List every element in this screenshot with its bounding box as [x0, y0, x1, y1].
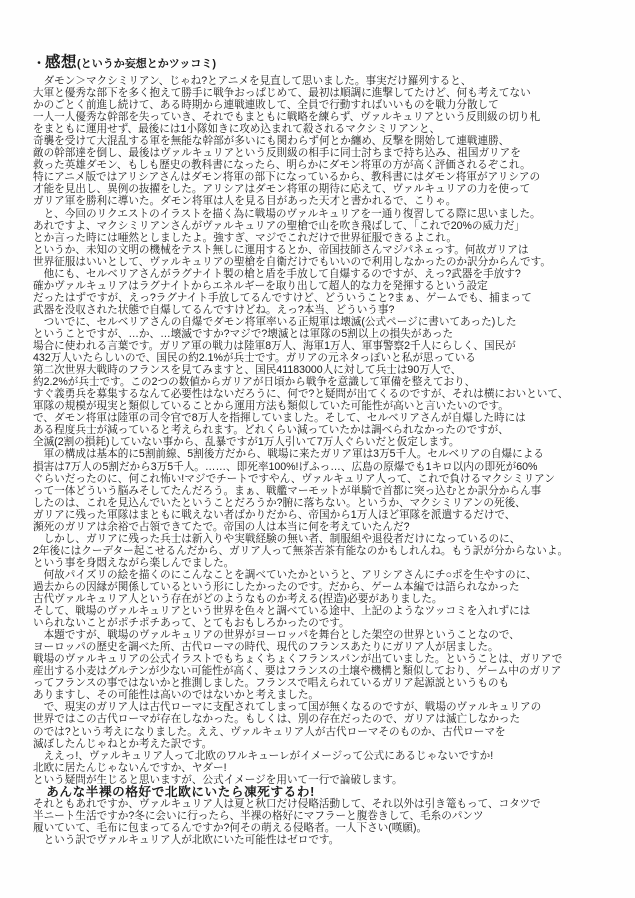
text-line: 軍の構成は基本的に5割前線、5割後方だから、戦場に来たガリア軍は3万5千人。セルベリアの自爆による [33, 448, 544, 461]
text-line: 確かヴァルキュリアはラグナイトからエネルギーを取り出して超人的な力を発揮するという設定 [33, 279, 488, 292]
text-line: ガリアに残った軍隊はまともに戦えない者ばかりだから、帝国から1万人ほど軍隊を派遣するだけで、 [33, 508, 516, 521]
text-line: という事を身悶えながら楽しんでました。 [33, 556, 235, 569]
text-line: 他にも、セルベリアさんがラグナイト製の槍と盾を手放して自爆するのですが、えっ?武器を手放す? [33, 267, 521, 280]
text-line: 古代ヴァルキュリア人という存在がどのようなものか考える(捏造)必要がありました。 [33, 593, 443, 606]
text-line: あれですよ、マクシミリアンさんがヴァルキュリアの聖槍で山を吹き飛ばして、「これで20%の威力だ」 [33, 219, 525, 232]
text-line: したのは、これを見込んでいたということだろうか?腑に落ちない。というか、マクシミリアンの死後、 [33, 496, 526, 509]
text-line: 世界ではこの古代ローマが存在しなかった。もしくは、別の存在だったので、ガリアは滅亡しなかった [33, 713, 521, 726]
text-line: ええっ!、ヴァルキュリア人って北欧のワルキューレがイメージって公式にあるじゃないですか! [33, 749, 494, 762]
text-line: 場合に使われる言葉です。ガリア軍の戦力は陸軍8万人、海軍1万人、軍事警察2千人にらしく、国民が [33, 340, 516, 353]
text-line: とか言った時には唖然としましたよ。強すぎ、マジでこれだけで世界征服できるよこれ。 [33, 231, 457, 244]
text-line: 軍隊の規模が現実と類似していることから運用方法も類似していた可能性が高いと言いたいのです。 [33, 400, 509, 413]
text-line: いられないことがポチポチあって、とてもおもしろかったのです。 [33, 617, 350, 630]
text-line: しかし、ガリアに残った兵士は新入りや実戦経験の無い者、制服組や退役者だけになっているのに、 [33, 532, 521, 545]
text-line: 半ニート生活ですか?冬に会いに行ったら、半裸の格好にマフラーと腹巻きして、毛糸のパンツ [33, 809, 484, 822]
text-line: 損害は7万人の5割だから3万5千人。……、即死率100%!げふっ…、広島の原爆でも1キロ以内の即死が60% [33, 460, 538, 473]
text-line: 特にアニメ版ではアリシアさんはダモン将軍の部下になっているから、教科書にはダモン将軍がアリシアの [33, 171, 541, 184]
text-line: ぐらいだったのに、何これ怖い!マジでチートですやん、ヴァルキュリア人って、これで負けるマクシミリアン [33, 472, 555, 485]
text-line: 履いていて、毛布に包まってるんですか?何その萌える侵略者。一人下さい(嘆願)。 [33, 821, 428, 834]
text-line: という疑問が生じると思いますが、公式イメージを用いて一行で論破します。 [33, 773, 403, 786]
section-heading [33, 54, 593, 73]
text-line: 第二次世界大戦時のフランスを見てみますと、国民41183000人に対して兵士は90万人で、 [33, 364, 462, 377]
text-line: ってフランスの事ではないかと推測しました。フランスで唱えられているガリア起源説というものも [33, 677, 510, 690]
text-line: という訳でヴァルキュリア人が北欧にいた可能性はゼロです。 [33, 833, 340, 846]
text-line: 救った英雄ダモン、もしも歴史の教科書になったら、明らかにダモン将軍の方が高く評価されるぞこれ。 [33, 159, 531, 172]
text-line: のでは?という考えになりました。ええ、ヴァルキュリア人が古代ローマそのものか、古代ローマを [33, 725, 506, 738]
text-line: 滅ぼしたんじゃねとか考えた訳です。 [33, 737, 213, 750]
text-line: 一人一人優秀な幹部を失っていき、それでもまともに戦略を練らず、ヴァルキュリアという反則級の切り札 [33, 111, 541, 124]
text-line: すぐ義勇兵を募集するなんて必要性はないだろうに、何で?と疑問が出てくるのですが、それは横においといて、 [33, 388, 569, 401]
document-body [33, 75, 593, 846]
text-line: 産出する小麦はグルテンが少ない可能性が高く、要はフランスの土壌や機構と類似しており、ゲーム中のガリア [33, 665, 562, 678]
text-line: かのごとく前進し続けて、ある時期から連戦連敗して、全員で行動すればいいものを戦力分散して [33, 99, 499, 112]
text-line: で、ダモン将軍は陸軍の司令官で8万人を指揮していました。そして、セルベリアさんが自爆した時には [33, 412, 526, 425]
text-line: 全滅(2割の損耗)していない事から、乱暴ですが1万人引いて7万人ぐらいだと仮定します。 [33, 436, 460, 449]
heading-title: 感想 [45, 54, 78, 71]
text-line: それともあれですか、ヴァルキュリア人は夏と秋口だけ侵略活動して、それ以外は引き篭もって、コタツで [33, 797, 541, 810]
text-line: 何故パイズリの絵を描くのにこんなことを調べていたかというと、アリシアさんにチ○ポを生やすのに、 [33, 568, 537, 581]
text-line: ありますし、その可能性は高いのではないかと考えました。 [33, 689, 320, 702]
text-line: 戦場のヴァルキュリアの公式イラストでもちょくちょくフランスパンが出ていました。ということは、ガリアで [33, 653, 563, 666]
text-line: そして、戦場のヴァルキュリアという世界を色々と調べている途中、上記のようなツッコミを入れずには [33, 605, 531, 618]
text-line: と、今回のリクエストのイラストを描く為に戦場のヴァルキュリアを一通り復習してる際に思いました。 [33, 207, 541, 220]
text-line: ということですが、…か、…壊滅ですか?マジで?壊滅とは軍隊の5割以上の損失があった [33, 327, 454, 340]
text-line: 本題ですが、戦場のヴァルキュリアの世界がヨーロッパを舞台とした架空の世界ということなので、 [33, 629, 520, 642]
text-line: 北欧に居たんじゃないんですか、ヤダー! [33, 761, 227, 774]
text-line: 奇襲を受けて大混乱する軍を無能な幹部が多いにも関わらず何とか纏め、反撃を開始して連戦連勝、 [33, 135, 510, 148]
text-line: 瀕死のガリアは余裕で占領できてたで。帝国の人は本当に何を考えていたんだ? [33, 520, 410, 533]
text-line: をまともに運用せず、最後には1小隊如きに攻め込まれて殺されるマクシミリアンと、 [33, 123, 441, 136]
text-line: というか、未知の文明の機械をテスト無しに運用するとか、帝国技師さんマジパネェっす。何故ガリアは [33, 243, 529, 256]
text-line: 約2.2%が兵士です。この2つの数値からガリアが日頃から戦争を意識して軍備を整えており、 [33, 376, 476, 389]
heading-suffix: (というか妄想とかツッコミ) [77, 58, 217, 70]
text-line: ガリア軍を勝利に導いた。ダモン将軍は人を見る目があった天才と書かれるで、こりゃ。 [33, 195, 457, 208]
text-line: 大軍と優秀な部下を多く抱えて勝手に戦争おっぱじめて、最初は順調に進撃してたけど、何も考えてない [33, 87, 531, 100]
text-line: ダモン＞マクシミリアン、じゃね?とアニメを見直して思いました。事実だけ羅列すると、 [33, 75, 472, 87]
text-line: って一体どういう脳みそしてたんだろう。まぁ、戦艦マーモットが単騎で首都に突っ込むとか訳分からん事 [33, 484, 542, 497]
text-line: 武器を没収された状態で自爆してるんですけどね。えっ?本当、どういう事? [33, 303, 395, 316]
document-content [33, 54, 593, 846]
text-line: 過去からの因縁が関係しているという形にしたかったのです。だから、ゲーム本編では語られなかった [33, 580, 520, 593]
text-line: 432万人いたらしいので、国民の約2.1%が兵士です。ガリアの元ネタっぽいと私が思っている [33, 352, 476, 365]
text-line: 世界征服はいいとして、ヴァルキュリアの聖槍を自衛だけでもいいので利用しなかったのか訳分からんです。 [33, 255, 551, 268]
text-line: ヨーロッパの歴史を調べた所、古代ローマの時代、現代のフランスあたりにガリア人が居ました。 [33, 641, 499, 654]
text-line: 敵の幹部達を倒し、最後はヴァルキュリアという反則級の相手に同士討ちまで持ち込み、祖国ガリアを [33, 147, 521, 160]
text-line: だったはずですが、えっ?ラグナイト手放してるんですけど、どういうこと?まぁ、ゲームでも、捕まって [33, 291, 532, 304]
text-line: で、現実のガリア人は古代ローマに支配されてしまって国が無くなるのですが、戦場のヴァルキュリアの [33, 701, 542, 714]
text-line: 2年後にはクーデター起こせるんだから、ガリア人って無茶苦茶有能なのかもしれんね。もう訳が分からないよ。 [33, 544, 569, 557]
emphasis-line: あんな半裸の格好で北欧にいたら凍死するわ! [33, 784, 315, 799]
text-line: 才能を見出し、異例の抜擢をした。アリシアはダモン将軍の期待に応えて、ヴァルキュリアの力を使って [33, 183, 531, 196]
text-line: ついでに、セルベリアさんの自爆でダモン将軍率いる正規軍は壊滅(公式ページに書いてあった)した [33, 315, 517, 328]
heading-bullet: ・ [33, 56, 46, 70]
text-line: ある程度兵士が減っていると考えられます。どれくらい減っていたかは調べられなかったのですが、 [33, 424, 509, 437]
